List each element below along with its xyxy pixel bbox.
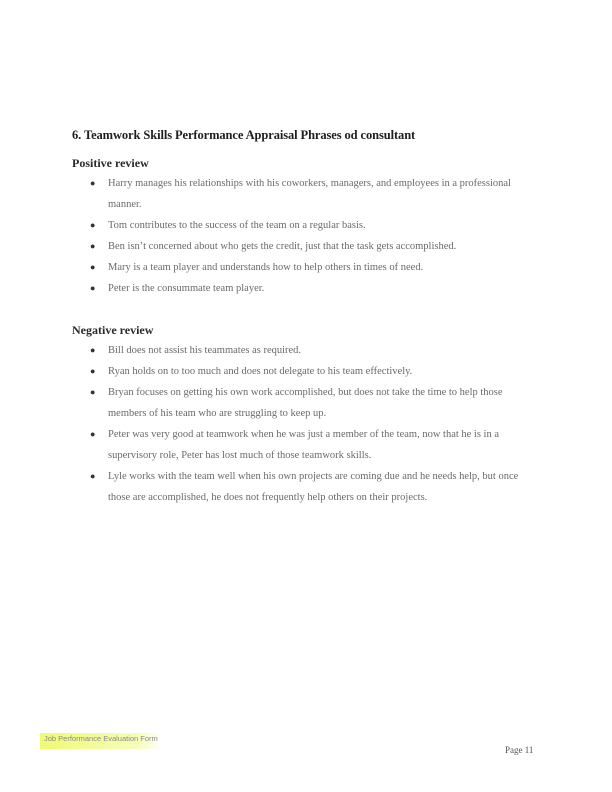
list-item	[90, 215, 530, 236]
list-item-text: Bryan focuses on getting his own work accomplished, but does not take the time to help those members of his team who are struggling to keep up.	[108, 387, 503, 419]
bullet-icon: ●	[90, 241, 96, 251]
list-item	[90, 466, 530, 508]
list-item-text: Peter was very good at teamwork when he was just a member of the team, now that he is in a supervisory role, Peter has lost much of those teamwork skills.	[108, 429, 500, 461]
list-item	[90, 257, 530, 278]
list-item-text: Ben isn’t concerned about who gets the credit, just that the task gets accomplished.	[108, 241, 457, 252]
bullet-icon: ●	[90, 429, 96, 439]
list-item-text: Lyle works with the team well when his own projects are coming due and he needs help, but once those are accomplished, he does not frequently help others on their projects.	[108, 471, 519, 503]
positive-review-list	[90, 173, 530, 299]
list-item-text: Bill does not assist his teammates as required.	[108, 345, 302, 356]
bullet-icon: ●	[90, 387, 96, 397]
document-title: 6. Teamwork Skills Performance Appraisal Phrases od consultant	[72, 128, 416, 142]
list-item	[90, 382, 530, 424]
bullet-icon: ●	[90, 283, 96, 293]
list-item	[90, 236, 530, 257]
negative-review-heading: Negative review	[72, 323, 154, 337]
list-item-text: Peter is the consummate team player.	[108, 283, 265, 294]
list-item	[90, 424, 530, 466]
positive-review-heading: Positive review	[72, 156, 149, 170]
bullet-icon: ●	[90, 345, 96, 355]
bullet-icon: ●	[90, 262, 96, 272]
page-number: Page 11	[505, 745, 534, 755]
bullet-icon: ●	[90, 220, 96, 230]
list-item	[90, 173, 530, 215]
list-item	[90, 278, 530, 299]
list-item-text: Tom contributes to the success of the team on a regular basis.	[108, 220, 366, 231]
negative-review-list	[90, 340, 530, 508]
list-item-text: Harry manages his relationships with his coworkers, managers, and employees in a professional manner.	[108, 178, 511, 210]
list-item-text: Mary is a team player and understands how to help others in times of need.	[108, 262, 424, 273]
footer-form-name: Job Performance Evaluation Form	[40, 733, 162, 749]
bullet-icon: ●	[90, 178, 96, 188]
list-item-text: Ryan holds on to too much and does not delegate to his team effectively.	[108, 366, 413, 377]
bullet-icon: ●	[90, 366, 96, 376]
bullet-icon: ●	[90, 471, 96, 481]
list-item	[90, 361, 530, 382]
list-item	[90, 340, 530, 361]
